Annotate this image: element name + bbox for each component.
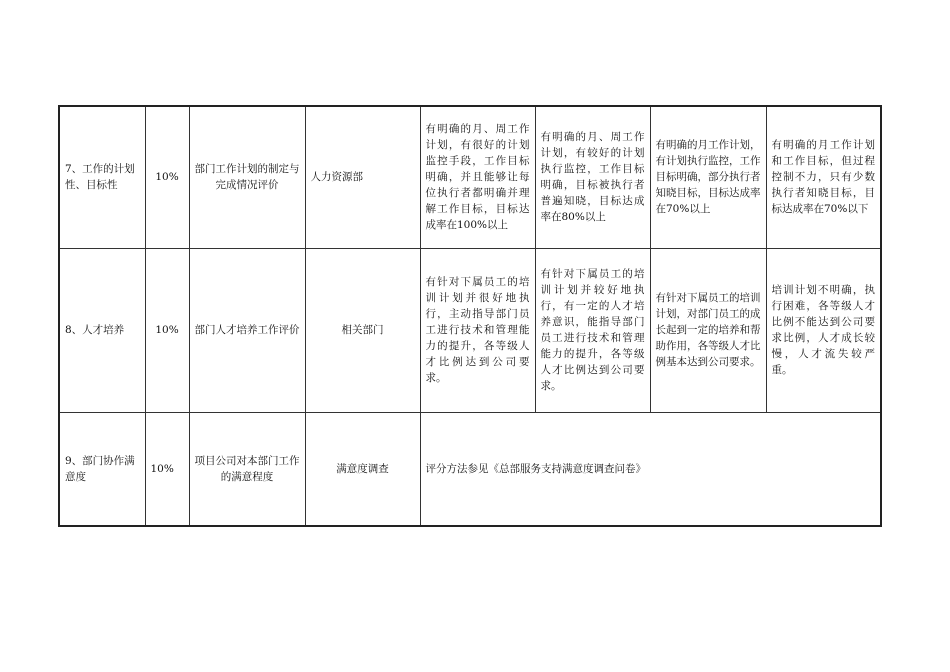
content-cell: 项目公司对本部门工作的满意程度 [189,412,305,526]
content-cell: 部门人才培养工作评价 [189,248,305,412]
item-cell: 8、人才培养 [59,248,145,412]
source-cell: 满意度调查 [305,412,420,526]
table-row [59,412,881,526]
level-poor-cell: 有明确的月工作计划和工作目标，但过程控制不力，只有少数执行者知晓目标，目标达成率在70%以下 [766,106,881,248]
level-poor-cell: 培训计划不明确，执行困难，各等级人才比例不能达到公司要求比例，人才成长较慢，人才流失较严重。 [766,248,881,412]
item-cell: 9、部门协作满意度 [59,412,145,526]
source-cell: 人力资源部 [305,106,420,248]
level-excellent-cell: 有针对下属员工的培训计划并很好地执行，主动指导部门员工进行技术和管理能力的提升，各等级人才比例达到公司要求。 [420,248,535,412]
weight-cell: 10% [145,106,189,248]
table-row [59,106,881,248]
level-good-cell: 有明确的月、周工作计划，有较好的计划执行监控，工作目标明确，目标被执行者普遍知晓，目标达成率在80%以上 [535,106,650,248]
table-row [59,248,881,412]
content-cell: 部门工作计划的制定与完成情况评价 [189,106,305,248]
evaluation-table [58,105,882,527]
level-fair-cell: 有针对下属员工的培训计划，对部门员工的成长起到一定的培养和帮助作用，各等级人才比例基本达到公司要求。 [650,248,766,412]
level-good-cell: 有针对下属员工的培训计划并较好地执行，有一定的人才培养意识，能指导部门员工进行技术和管理能力的提升，各等级人才比例达到公司要求。 [535,248,650,412]
weight-cell: 10% [145,248,189,412]
scoring-method-cell: 评分方法参见《总部服务支持满意度调查问卷》 [420,412,881,526]
level-excellent-cell: 有明确的月、周工作计划，有很好的计划监控手段，工作目标明确，并且能够让每位执行者都明确并理解工作目标，目标达成率在100%以上 [420,106,535,248]
level-fair-cell: 有明确的月工作计划，有计划执行监控，工作目标明确，部分执行者知晓目标，目标达成率在70%以上 [650,106,766,248]
source-cell: 相关部门 [305,248,420,412]
item-cell: 7、工作的计划性、目标性 [59,106,145,248]
weight-cell: 10% [145,412,189,526]
